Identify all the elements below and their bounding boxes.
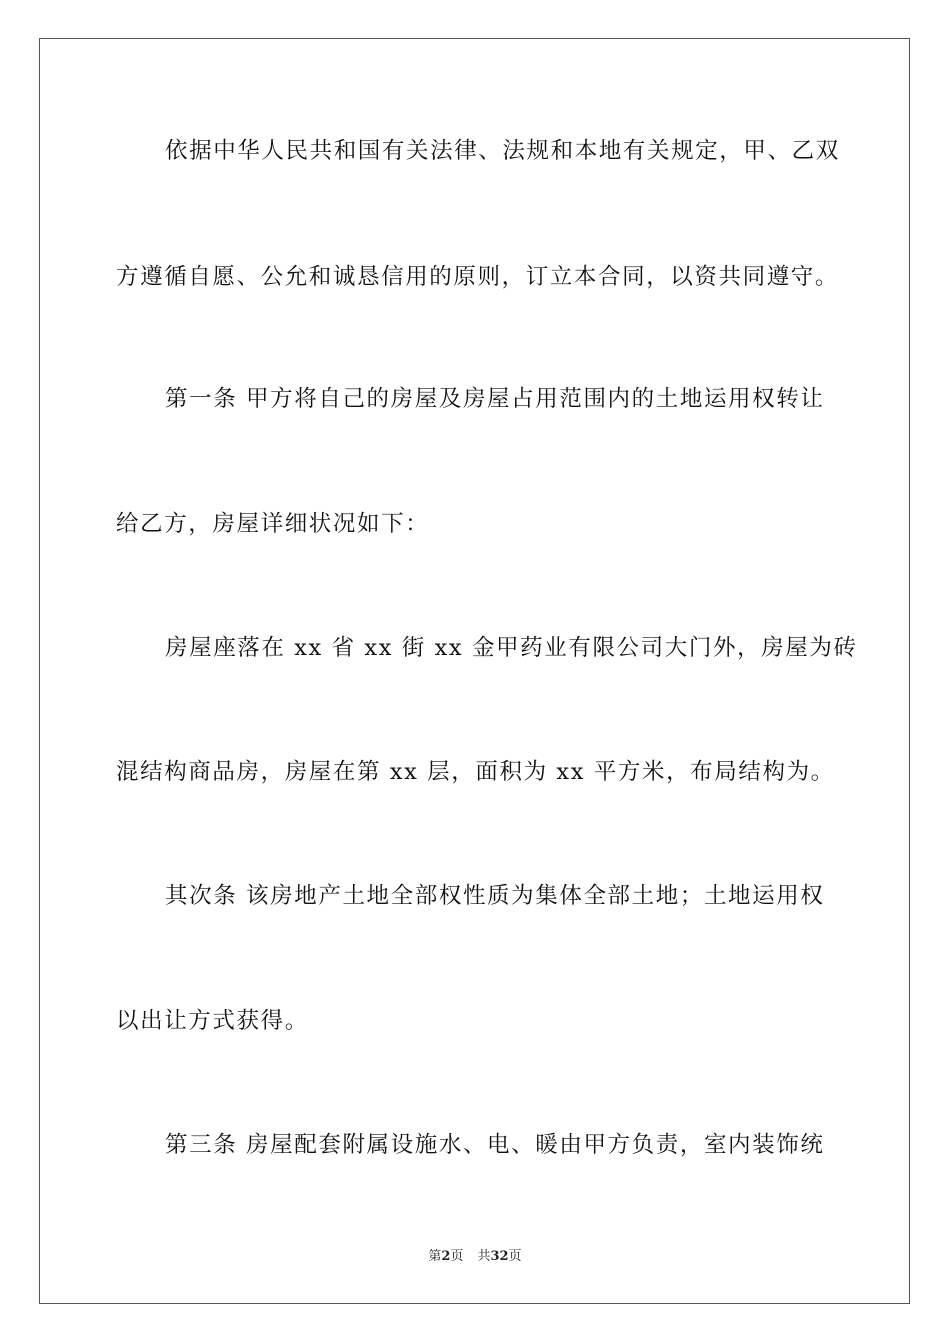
page-footer <box>0 1248 950 1266</box>
paragraph-line-1: 依据中华人民共和国有关法律、法规和本地有关规定，甲、乙双 <box>165 138 840 164</box>
article-2-line-1: 其次条 该房地产土地全部权性质为集体全部土地；土地运用权 <box>165 883 825 909</box>
location-line-2: 混结构商品房，房屋在第 xx 层，面积为 xx 平方米，布局结构为。 <box>116 759 835 785</box>
page-prefix: 第 <box>428 1249 442 1264</box>
article-2-line-2: 以出让方式获得。 <box>116 1008 309 1034</box>
article-1-line-1: 第一条 甲方将自己的房屋及房屋占用范围内的土地运用权转让 <box>165 386 825 412</box>
page-suffix: 页 <box>450 1249 464 1264</box>
page-number: 2 <box>441 1249 451 1264</box>
total-suffix: 页 <box>508 1249 522 1264</box>
total-prefix: 共 <box>477 1249 491 1264</box>
article-3-line-1: 第三条 房屋配套附属设施水、电、暖由甲方负责，室内装饰统 <box>165 1132 825 1158</box>
total-pages: 32 <box>490 1249 509 1264</box>
page-border <box>39 38 910 1304</box>
location-line-1: 房屋座落在 xx 省 xx 街 xx 金甲药业有限公司大门外，房屋为砖 <box>165 635 858 661</box>
article-1-line-2: 给乙方，房屋详细状况如下： <box>116 511 430 537</box>
paragraph-line-2: 方遵循自愿、公允和诚恳信用的原则，订立本合同，以资共同遵守。 <box>116 264 840 290</box>
